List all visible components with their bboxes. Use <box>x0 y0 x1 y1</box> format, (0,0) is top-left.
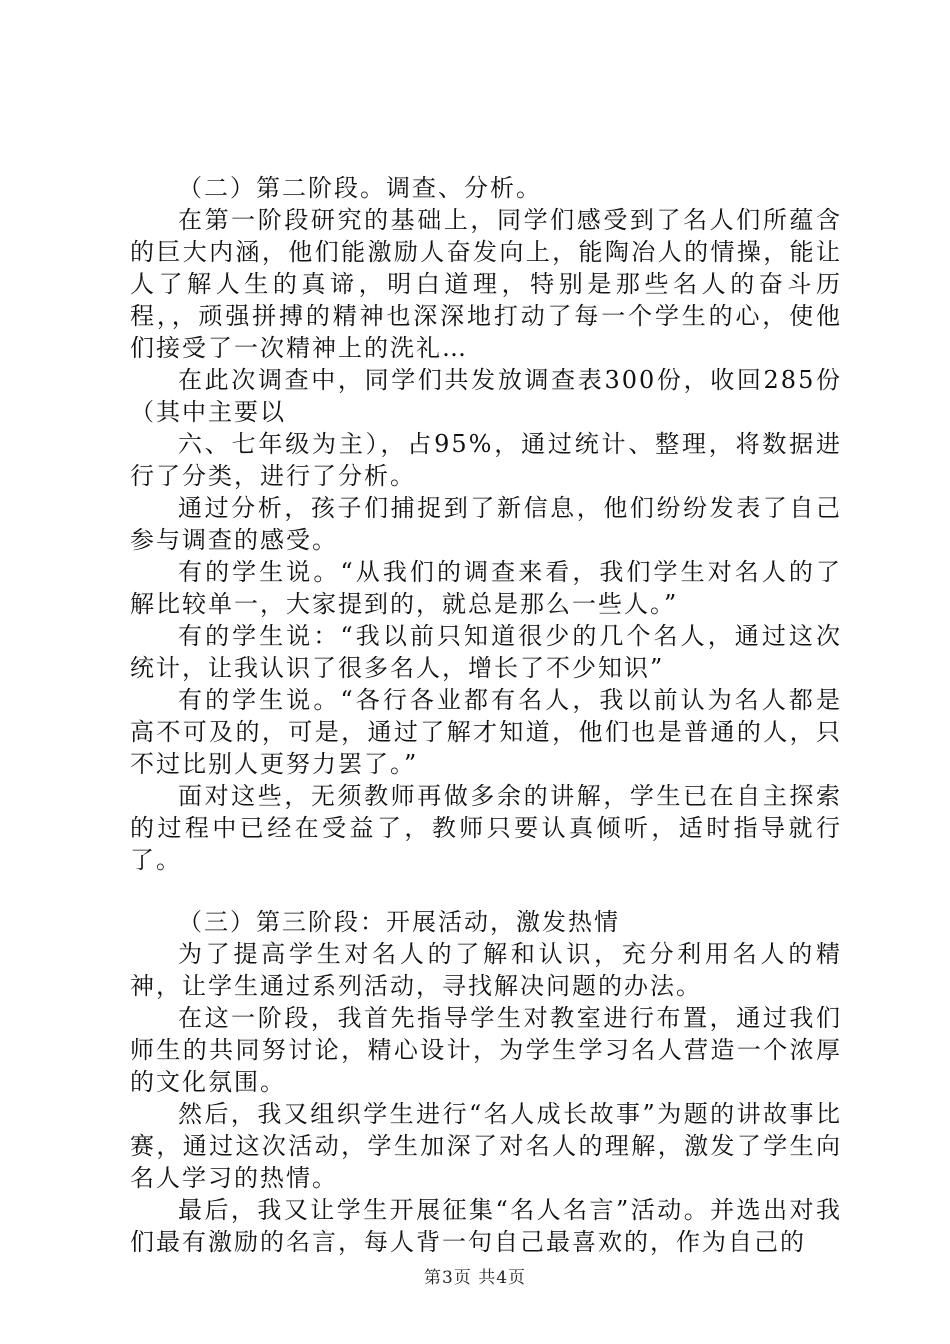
section-2-paragraph-5: 有的学生说。“从我们的调查来看，我们学生对名人的了解比较单一，大家提到的，就总是那么一些人。” <box>130 558 842 618</box>
section-3-paragraph-3: 然后，我又组织学生进行“名人成长故事”为题的讲故事比赛，通过这次活动，学生加深了对名人的理解，激发了学生向名人学习的热情。 <box>130 1100 842 1192</box>
section-2-paragraph-6: 有的学生说：“我以前只知道很少的几个名人，通过这次统计，让我认识了很多名人，增长了不少知识” <box>130 622 842 682</box>
section-2-heading: （二）第二阶段。调查、分析。 <box>178 174 542 202</box>
section-3-paragraph-2: 在这一阶段，我首先指导学生对教室进行布置，通过我们师生的共同努讨论，精心设计，为学生学习名人营造一个浓厚的文化氛围。 <box>130 1004 842 1096</box>
section-3-paragraph-4: 最后，我又让学生开展征集“名人名言”活动。并选出对我们最有激励的名言，每人背一句自己最喜欢的，作为自己的 <box>130 1196 842 1256</box>
section-2-paragraph-3: 六、七年级为主），占95%，通过统计、整理，将数据进行了分类，进行了分析。 <box>130 430 842 490</box>
section-2-paragraph-2: 在此次调查中，同学们共发放调查表300份，收回285份（其中主要以 <box>130 366 842 426</box>
section-3-paragraph-1: 为了提高学生对名人的了解和认识，充分利用名人的精神，让学生通过系列活动，寻找解决问题的办法。 <box>130 940 842 1000</box>
section-3-heading: （三）第三阶段：开展活动，激发热情 <box>178 908 620 936</box>
page-footer: 第3页 共4页 <box>423 1268 527 1288</box>
document-body <box>130 172 842 1258</box>
section-2-paragraph-4: 通过分析，孩子们捕捉到了新信息，他们纷纷发表了自己参与调查的感受。 <box>130 494 842 554</box>
section-2-paragraph-8: 面对这些，无须教师再做多余的讲解，学生已在自主探索的过程中已经在受益了，教师只要认真倾听，适时指导就行了。 <box>130 782 842 874</box>
section-2-paragraph-1: 在第一阶段研究的基础上，同学们感受到了名人们所蕴含的巨大内涵，他们能激励人奋发向上，能陶冶人的情操，能让人了解人生的真谛，明白道理，特别是那些名人的奋斗历程，，顽强拼搏的精神也深深地打动了每一个学生的心，使他们接受了一次精神上的洗礼… <box>130 206 842 362</box>
section-2-paragraph-7: 有的学生说。“各行各业都有名人，我以前认为名人都是高不可及的，可是，通过了解才知道，他们也是普通的人，只不过比别人更努力罢了。” <box>130 686 842 778</box>
section-gap <box>130 876 842 906</box>
